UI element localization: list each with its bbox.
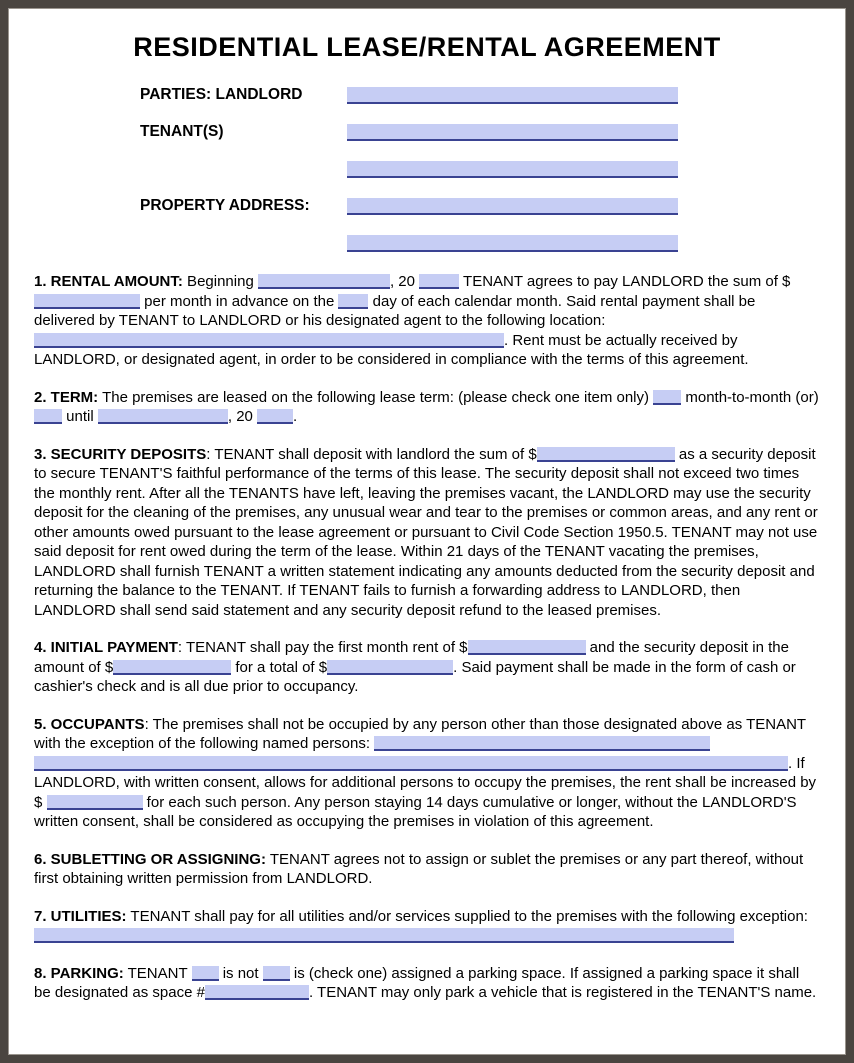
section-text: , 20 [227, 408, 258, 425]
section-text: . Said payment shall be made in the form of cash or cashier's check and is all due prior to occupancy. [34, 658, 796, 695]
section-initial-payment [34, 638, 820, 697]
section-utilities [34, 907, 820, 946]
section-security-deposits [34, 445, 820, 621]
section-text: TENANT agrees not to assign or sublet the premises or any part thereof, without first obtaining written permission from LANDLORD. [34, 850, 804, 887]
section-text: per month in advance on the [140, 292, 339, 310]
parking-space-number-field[interactable] [205, 985, 309, 1000]
parties-landlord-label: PARTIES: LANDLORD [140, 86, 303, 103]
document-title: RESIDENTIAL LEASE/RENTAL AGREEMENT [133, 32, 721, 62]
section-text: . [293, 408, 298, 425]
term-end-year-field[interactable] [257, 409, 293, 424]
property-address-field-2[interactable] [347, 235, 678, 252]
section-text: , 20 [389, 273, 420, 290]
section-heading: 4. INITIAL PAYMENT [34, 639, 178, 656]
section-heading: 3. SECURITY DEPOSITS [34, 445, 207, 463]
section-text: is not [218, 964, 263, 982]
section-parking [34, 964, 820, 1003]
section-text: Beginning [182, 273, 258, 290]
rent-increase-amount-field[interactable] [47, 795, 143, 810]
landlord-row [34, 85, 820, 104]
tenants-row-1 [34, 122, 820, 141]
initial-security-deposit-field[interactable] [113, 660, 231, 675]
section-text: TENANT [123, 964, 192, 982]
section-text: for a total of $ [231, 658, 328, 676]
property-address-field-1[interactable] [347, 198, 678, 215]
section-rental-amount [34, 272, 820, 370]
section-text: . Rent must be actually received by LANDLORD, or designated agent, in order to be considered in compliance with the terms of this agreement. [34, 331, 749, 368]
section-text: until [62, 408, 98, 425]
rent-due-day-field[interactable] [338, 294, 368, 309]
additional-occupants-field-2[interactable] [34, 756, 788, 771]
section-text: is (check one) assigned a parking space. If assigned a parking space it shall be designated as space # [34, 964, 800, 1001]
total-initial-payment-field[interactable] [327, 660, 453, 675]
parking-not-assigned-check-field[interactable] [192, 966, 219, 981]
section-subletting-or-assigning [34, 850, 820, 889]
lease-start-date-field[interactable] [258, 274, 390, 289]
section-text: . If LANDLORD, with written consent, allows for additional persons to occupy the premises, the rent shall be increased by $ [34, 754, 817, 811]
section-heading: 7. UTILITIES: [34, 907, 127, 925]
section-text: : The premises shall not be occupied by any person other than those designated above as TENANT with the exception of the following named persons: [34, 715, 806, 752]
sections [34, 272, 820, 1003]
section-text: TENANT agrees to pay LANDLORD the sum of $ [459, 273, 791, 290]
section-text: and the security deposit in the amount of $ [34, 639, 789, 676]
section-text: : TENANT shall deposit with landlord the sum of $ [206, 445, 537, 463]
fixed-term-check-field[interactable] [34, 409, 62, 424]
section-text: for each such person. Any person staying 14 days cumulative or longer, without the LANDLORD'S written consent, shall be considered as occupying the premises in violation of this agreement. [34, 793, 797, 830]
section-occupants [34, 715, 820, 832]
section-text: TENANT shall pay for all utilities and/or services supplied to the premises with the following exception: [126, 907, 808, 925]
tenant-names-field-1[interactable] [347, 124, 678, 141]
property-address-row-1 [34, 196, 820, 215]
tenants-row-2 [34, 159, 820, 178]
section-term [34, 388, 820, 427]
utilities-exception-field[interactable] [34, 928, 734, 943]
first-month-rent-field[interactable] [468, 640, 586, 655]
additional-occupants-field-1[interactable] [374, 736, 710, 751]
parties-header-block [34, 85, 820, 252]
property-address-row-2 [34, 233, 820, 252]
payment-location-field[interactable] [34, 333, 504, 348]
section-text: : TENANT shall pay the first month rent of $ [177, 639, 468, 656]
section-heading: 1. RENTAL AMOUNT: [34, 273, 183, 290]
tenants-label: TENANT(S) [140, 123, 224, 140]
term-end-date-field[interactable] [98, 409, 228, 424]
month-to-month-check-field[interactable] [653, 390, 681, 405]
section-text: month-to-month (or) [681, 388, 819, 406]
section-heading: 5. OCCUPANTS [34, 715, 145, 733]
section-heading: 6. SUBLETTING OR ASSIGNING: [34, 850, 266, 868]
section-heading: 2. TERM: [34, 388, 99, 406]
landlord-name-field[interactable] [347, 87, 678, 104]
monthly-rent-amount-field[interactable] [34, 294, 140, 309]
section-text: as a security deposit to secure TENANT'S faithful performance of the terms of this lease. The security deposit shall not exceed two times the monthly rent. After all the TENANTS have left, leaving the premises vacant, the LANDLORD may use the security deposit for the cleaning of the premises, any unusual wear and tear to the premises or common areas, and any rent or other amounts owed pursuant to the lease agreement or pursuant to Civil Code Section 1950.5. TENANT may not use said deposit for rent owed during the term of the lease. Within 21 days of the TENANT vacating the premises, LANDLORD shall furnish TENANT a written statement indicating any amounts deducted from the security deposit and returning the balance to the TENANT. If TENANT fails to furnish a forwarding address to LANDLORD, then LANDLORD shall send said statement and any security deposit refund to the leased premises. [34, 445, 818, 619]
lease-start-year-field[interactable] [419, 274, 459, 289]
section-text: day of each calendar month. Said rental payment shall be delivered by TENANT to LANDLORD or his designated agent to the following location: [34, 292, 756, 329]
section-text: . TENANT may only park a vehicle that is registered in the TENANT'S name. [308, 984, 817, 1001]
security-deposit-amount-field[interactable] [537, 447, 675, 462]
tenant-names-field-2[interactable] [347, 161, 678, 178]
parking-assigned-check-field[interactable] [263, 966, 290, 981]
section-text: The premises are leased on the following lease term: (please check one item only) [98, 388, 654, 406]
property-address-label: PROPERTY ADDRESS: [140, 197, 310, 214]
section-heading: 8. PARKING: [34, 964, 124, 982]
